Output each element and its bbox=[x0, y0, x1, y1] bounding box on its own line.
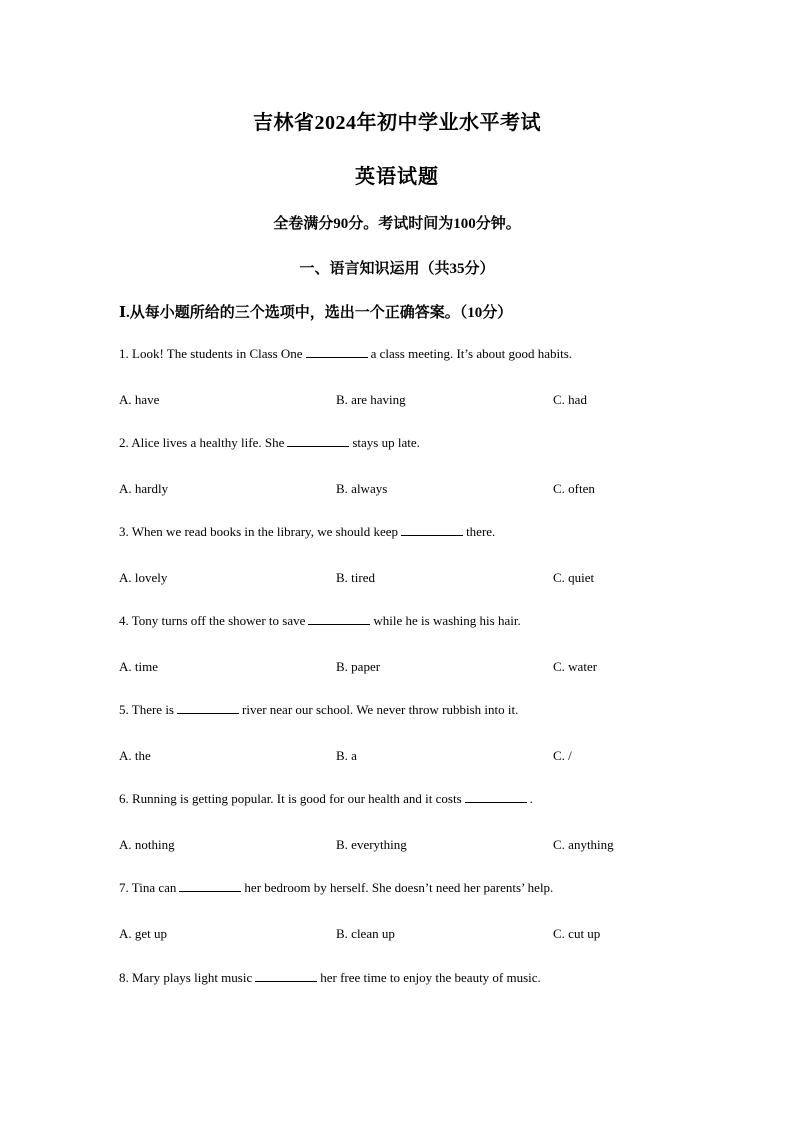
question-text: a class meeting. It’s about good habits. bbox=[370, 346, 573, 361]
option-a: A. have bbox=[119, 392, 160, 407]
question-6 bbox=[119, 791, 533, 807]
option-c: C. quiet bbox=[553, 570, 595, 585]
question-text: her bedroom by herself. She doesn’t need her parents’ help. bbox=[244, 880, 554, 895]
question-text: 4. Tony turns off the shower to save bbox=[119, 613, 306, 628]
question-text: stays up late. bbox=[352, 435, 420, 450]
option-c: C. cut up bbox=[553, 926, 601, 941]
question-text: while he is washing his hair. bbox=[373, 613, 521, 628]
option-b: B. are having bbox=[336, 392, 406, 407]
option-b: B. tired bbox=[336, 570, 375, 585]
exam-info: 全卷满分90分。考试时间为100分钟。 bbox=[273, 216, 521, 232]
answer-blank bbox=[255, 970, 317, 982]
question-8 bbox=[119, 970, 541, 986]
answer-blank bbox=[179, 880, 241, 892]
answer-blank bbox=[287, 435, 349, 447]
option-b: B. clean up bbox=[336, 926, 395, 941]
question-text: 2. Alice lives a healthy life. She bbox=[119, 435, 285, 450]
option-a: A. the bbox=[119, 748, 151, 763]
option-a: A. hardly bbox=[119, 481, 169, 496]
question-text: 8. Mary plays light music bbox=[119, 970, 253, 985]
exam-title: 吉林省2024年初中学业水平考试 bbox=[253, 112, 541, 134]
question-1 bbox=[119, 346, 572, 362]
answer-blank bbox=[177, 702, 239, 714]
question-text: there. bbox=[466, 524, 496, 539]
question-7 bbox=[119, 880, 553, 896]
question-text: 7. Tina can bbox=[119, 880, 177, 895]
option-a: A. nothing bbox=[119, 837, 175, 852]
option-b: B. a bbox=[336, 748, 357, 763]
option-b: B. paper bbox=[336, 659, 381, 674]
part-instruction: Ⅰ.从每小题所给的三个选项中，选出一个正确答案。（10分） bbox=[119, 305, 513, 321]
option-c: C. / bbox=[553, 748, 572, 763]
exam-subtitle: 英语试题 bbox=[355, 166, 439, 188]
question-5 bbox=[119, 702, 518, 718]
option-a: A. lovely bbox=[119, 570, 168, 585]
option-b: B. always bbox=[336, 481, 388, 496]
option-a: A. time bbox=[119, 659, 158, 674]
option-b: B. everything bbox=[336, 837, 407, 852]
option-c: C. often bbox=[553, 481, 595, 496]
question-3 bbox=[119, 524, 495, 540]
question-text: . bbox=[529, 791, 533, 806]
option-c: C. anything bbox=[553, 837, 614, 852]
question-text: 1. Look! The students in Class One bbox=[119, 346, 303, 361]
answer-blank bbox=[308, 613, 370, 625]
question-text: 5. There is bbox=[119, 702, 174, 717]
question-4 bbox=[119, 613, 521, 629]
option-c: C. water bbox=[553, 659, 598, 674]
question-text: river near our school. We never throw rubbish into it. bbox=[242, 702, 519, 717]
question-text: 3. When we read books in the library, we should keep bbox=[119, 524, 399, 539]
option-a: A. get up bbox=[119, 926, 168, 941]
answer-blank bbox=[401, 524, 463, 536]
question-text: her free time to enjoy the beauty of music. bbox=[320, 970, 541, 985]
answer-blank bbox=[306, 346, 368, 358]
question-2 bbox=[119, 435, 420, 451]
option-c: C. had bbox=[553, 392, 587, 407]
answer-blank bbox=[465, 791, 527, 803]
question-text: 6. Running is getting popular. It is good for our health and it costs bbox=[119, 791, 462, 806]
section-heading: 一、语言知识运用（共35分） bbox=[299, 261, 495, 277]
